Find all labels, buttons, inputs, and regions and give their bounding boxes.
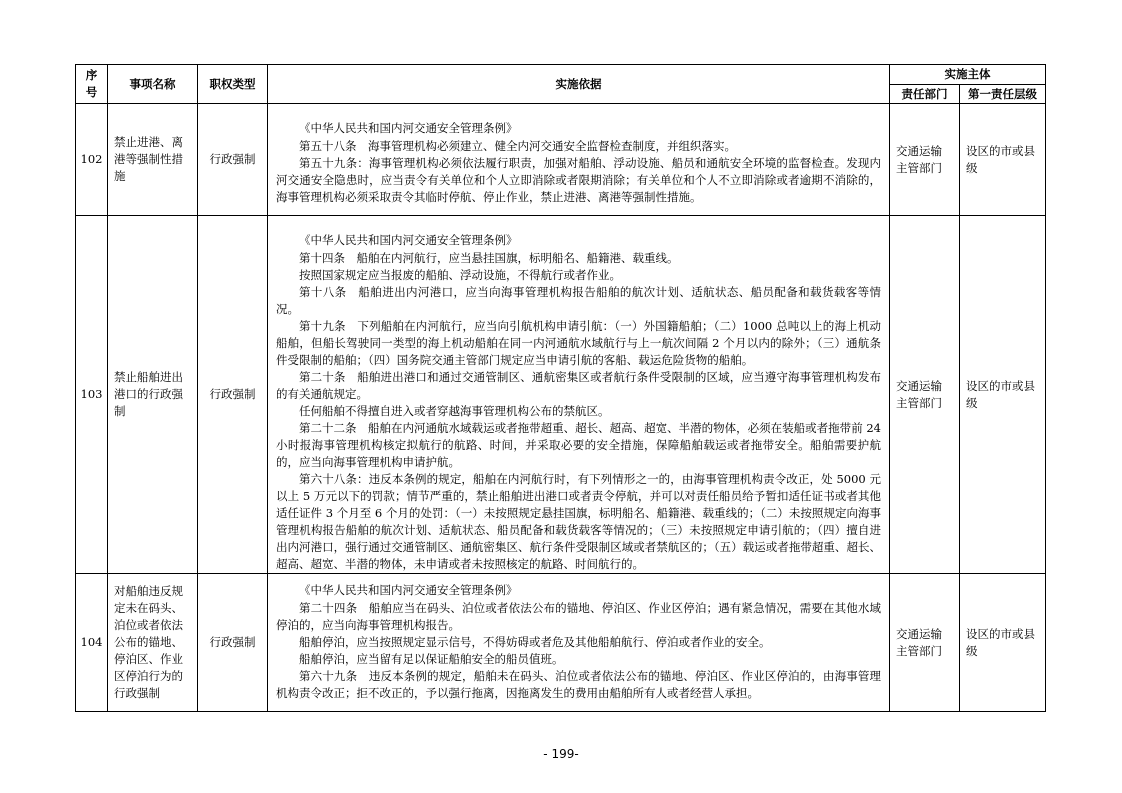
basis-para: 船舶停泊，应当留有足以保证船舶安全的船员值班。 (299, 652, 564, 666)
row-level: 设区的市或县级 (960, 104, 1046, 216)
table-row (76, 216, 1046, 574)
basis-para: 《中华人民共和国内河交通安全管理条例》 (299, 583, 518, 597)
basis-para: 船舶停泊，应当按照规定显示信号，不得妨碍或者危及其他船舶航行、停泊或者作业的安全。 (299, 635, 771, 649)
basis-para: 第五十八条 海事管理机构必须建立、健全内河交通安全监督检查制度，并组织落实。 (299, 139, 736, 153)
basis-para: 第六十九条 违反本条例的规定，船舶未在码头、泊位或者依法公布的锚地、停泊区、作业区停泊的，由海事管理机构责令改正；拒不改正的，予以强行拖离，因拖离发生的费用由船舶所有人或者经营人承担。 (276, 669, 881, 700)
table-row (76, 104, 1046, 216)
header-item-name: 事项名称 (108, 65, 198, 104)
row-type: 行政强制 (198, 216, 268, 574)
row-basis (268, 216, 890, 574)
basis-para: 第二十条 船舶进出港口和通过交通管制区、通航密集区或者航行条件受限制的区域，应当遵守海事管理机构发布的有关通航规定。 (276, 370, 881, 401)
header-basis: 实施依据 (268, 65, 890, 104)
row-no: 104 (76, 574, 108, 712)
row-dept: 交通运输主管部门 (890, 216, 960, 574)
header-dept: 责任部门 (890, 85, 960, 104)
basis-para: 第十八条 船舶进出内河港口，应当向海事管理机构报告船舶的航次计划、适航状态、船员配备和载货载客等情况。 (276, 285, 881, 316)
basis-para: 第二十四条 船舶应当在码头、泊位或者依法公布的锚地、停泊区、作业区停泊；遇有紧急情况，需要在其他水域停泊的，应当向海事管理机构报告。 (276, 601, 881, 632)
row-name: 禁止进港、离港等强制性措施 (108, 104, 198, 216)
basis-para: 《中华人民共和国内河交通安全管理条例》 (299, 233, 518, 247)
row-no: 103 (76, 216, 108, 574)
row-name: 对船舶违反规定未在码头、泊位或者依法公布的锚地、停泊区、作业区停泊行为的行政强制 (108, 574, 198, 712)
row-type: 行政强制 (198, 104, 268, 216)
row-dept: 交通运输主管部门 (890, 104, 960, 216)
basis-para: 第二十二条 船舶在内河通航水域载运或者拖带超重、超长、超高、超宽、半潜的物体，必须在装船或者拖带前 24 小时报海事管理机构核定拟航行的航路、时间，并采取必要的安全措施，保障船舶载运或者拖带安全。船舶需要护航的，应当向海事管理机构申请护航。 (276, 421, 881, 469)
row-no: 102 (76, 104, 108, 216)
header-no: 序 号 (76, 65, 108, 104)
basis-para: 《中华人民共和国内河交通安全管理条例》 (299, 121, 518, 135)
page-number: - 199- (543, 747, 579, 761)
basis-para: 按照国家规定应当报废的船舶、浮动设施，不得航行或者作业。 (299, 268, 621, 282)
basis-para: 第五十九条：海事管理机构必须依法履行职责，加强对船舶、浮动设施、船员和通航安全环境的监督检查。发现内河交通安全隐患时，应当责令有关单位和个人立即消除或者限期消除；有关单位和个人不立即消除或者逾期不消除的，海事管理机构必须采取责令其临时停航、停止作业，禁止进港、离港等强制性措施。 (276, 156, 881, 204)
row-dept: 交通运输主管部门 (890, 574, 960, 712)
row-type: 行政强制 (198, 574, 268, 712)
authority-table (75, 64, 1046, 712)
row-basis (268, 104, 890, 216)
row-level: 设区的市或县级 (960, 574, 1046, 712)
basis-para: 任何船舶不得擅自进入或者穿越海事管理机构公布的禁航区。 (299, 404, 610, 418)
header-level: 第一责任层级 (960, 85, 1046, 104)
header-authority-type: 职权类型 (198, 65, 268, 104)
row-basis (268, 574, 890, 712)
row-level: 设区的市或县级 (960, 216, 1046, 574)
row-name: 禁止船舶进出港口的行政强制 (108, 216, 198, 574)
table-row (76, 574, 1046, 712)
basis-para: 第十九条 下列船舶在内河航行，应当向引航机构申请引航：（一）外国籍船舶；（二）1000 总吨以上的海上机动船舶，但船长驾驶同一类型的海上机动船舶在同一内河通航水域航行与上一航次间隔 2 个月以内的除外；（三）通航条件受限制的船舶；（四）国务院交通主管部门规定应当申请引航的客船、载运危险货物的船舶。 (276, 319, 881, 367)
basis-para: 第十四条 船舶在内河航行，应当悬挂国旗，标明船名、船籍港、载重线。 (299, 251, 679, 265)
header-subject: 实施主体 (890, 65, 1046, 85)
basis-para: 第六十八条：违反本条例的规定，船舶在内河航行时，有下列情形之一的，由海事管理机构责令改正，处 5000 元以上 5 万元以下的罚款；情节严重的，禁止船舶进出港口或者责令停航，并可以对责任船员给予暂扣适任证书或者其他适任证件 3 个月至 6 个月的处罚：（一）未按照规定悬挂国旗，标明船名、船籍港、载重线的；（二）未按照规定向海事管理机构报告船舶的航次计划、适航状态、船员配备和载货载客等情况的；（三）未按照规定申请引航的；（四）擅自进出内河港口，强行通过交通管制区、通航密集区、航行条件受限制区域或者禁航区的；（五）载运或者拖带超重、超长、超高、超宽、半潜的物体，未申请或者未按照核定的航路、时间航行的。 (276, 472, 881, 571)
